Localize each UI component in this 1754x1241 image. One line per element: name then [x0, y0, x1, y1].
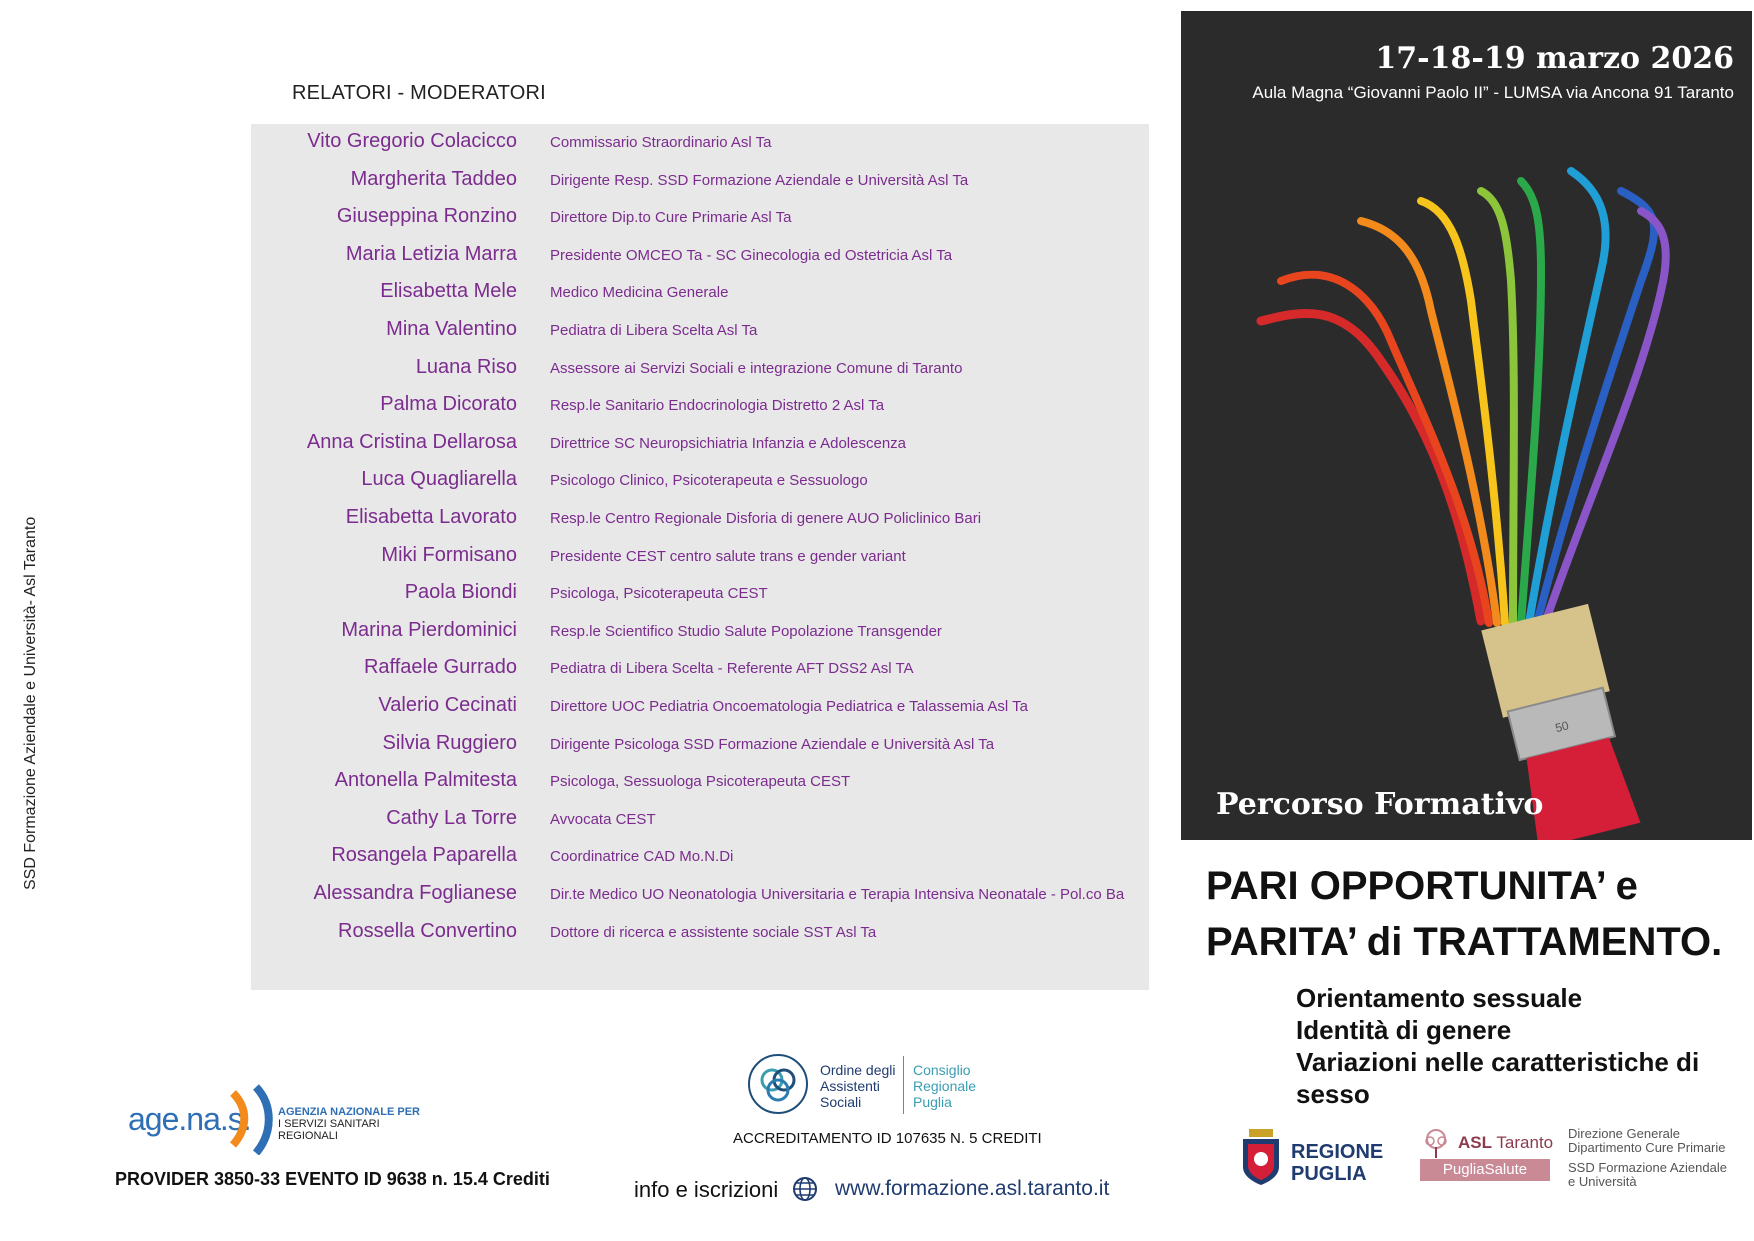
speaker-row	[251, 807, 1149, 841]
consiglio-line3: Puglia	[913, 1094, 952, 1110]
speaker-row	[251, 318, 1149, 352]
speaker-role: Direttore Dip.to Cure Primarie Asl Ta	[550, 209, 792, 227]
subtitle-3: Variazioni nelle caratteristiche di sesso	[1296, 1047, 1700, 1109]
globe-icon	[792, 1176, 818, 1202]
speaker-role: Presidente CEST centro salute trans e gender variant	[550, 547, 906, 565]
subtitle-2: Identità di genere	[1296, 1015, 1512, 1045]
speaker-name: Alessandra Foglianese	[313, 882, 517, 904]
speaker-name: Elisabetta Lavorato	[345, 506, 517, 528]
ordine-line2: Assistenti	[820, 1078, 880, 1094]
ordine-line1: Ordine degli	[820, 1062, 896, 1078]
event-venue: Aula Magna “Giovanni Paolo II” - LUMSA via Ancona 91 Taranto	[1252, 83, 1734, 102]
tree-icon	[1420, 1129, 1452, 1159]
speaker-role: Psicologa, Psicoterapeuta CEST	[550, 585, 768, 603]
agenas-logo	[128, 1083, 438, 1155]
speaker-row	[251, 694, 1149, 728]
poster-image	[1181, 11, 1752, 840]
speaker-row	[251, 656, 1149, 690]
speaker-role: Commissario Straordinario Asl Ta	[550, 134, 772, 151]
regione-crest-icon	[1241, 1127, 1281, 1187]
speaker-name: Antonella Palmitesta	[334, 769, 517, 792]
speaker-name: Paola Biondi	[404, 581, 517, 604]
speaker-name: Valerio Cecinati	[378, 694, 517, 716]
speaker-row	[251, 920, 1149, 954]
speaker-name: Miki Formisano	[381, 543, 517, 566]
puglia-salute-bar	[1420, 1159, 1550, 1181]
speaker-name: Mina Valentino	[386, 318, 517, 340]
poster-label: Percorso Formativo	[1216, 787, 1544, 822]
asl-title	[1458, 1133, 1553, 1153]
asl-direzione	[1568, 1127, 1726, 1155]
regione-puglia-logo	[1241, 1127, 1441, 1187]
speaker-role: Psicologa, Sessuologa Psicoterapeuta CEST	[550, 773, 851, 791]
speaker-role: Pediatra di Libera Scelta - Referente AFT DSS2 Asl TA	[550, 660, 914, 678]
speaker-row	[251, 468, 1149, 502]
speaker-role: Medico Medicina Generale	[550, 284, 729, 302]
speaker-name: Vito Gregorio Colacicco	[307, 130, 517, 152]
asl-name-bold: ASL	[1458, 1133, 1492, 1152]
speaker-role: Resp.le Centro Regionale Disforia di genere AUO Policlinico Bari	[550, 510, 982, 527]
speaker-role: Dirigente Resp. SSD Formazione Aziendale e Università Asl Ta	[550, 171, 969, 189]
speaker-row	[251, 844, 1149, 878]
speaker-row	[251, 732, 1149, 766]
subtitles	[1296, 982, 1754, 1110]
agenas-sub-line1: AGENZIA NAZIONALE PER	[278, 1106, 420, 1118]
speaker-row	[251, 130, 1149, 164]
speaker-role: Resp.le Sanitario Endocrinologia Distretto 2 Asl Ta	[550, 397, 885, 415]
ordine-emblem-icon	[748, 1054, 808, 1114]
asl-ssd-line2: e Università	[1568, 1174, 1637, 1189]
speaker-name: Cathy La Torre	[386, 806, 517, 829]
speaker-role: Avvocata CEST	[550, 810, 656, 828]
ordine-assistenti-logo	[748, 1054, 988, 1118]
speaker-name: Silvia Ruggiero	[382, 731, 517, 754]
speaker-row	[251, 619, 1149, 653]
speaker-role: Dir.te Medico UO Neonatologia Universitaria e Terapia Intensiva Neonatale - Pol.co Ba	[550, 886, 1125, 903]
speaker-name: Maria Letizia Marra	[345, 242, 517, 265]
speaker-name: Raffaele Gurrado	[363, 656, 517, 679]
main-title-line2: PARITA’ di TRATTAMENTO.	[1206, 920, 1723, 964]
speaker-name: Luca Quagliarella	[361, 468, 517, 491]
speaker-name: Rosangela Paparella	[331, 844, 517, 867]
brush-print-text: 50	[1553, 718, 1571, 736]
speaker-role: Direttore UOC Pediatria Oncoematologia Pediatrica e Talassemia Asl Ta	[550, 698, 1029, 715]
speaker-row	[251, 882, 1149, 916]
speaker-role: Presidente OMCEO Ta - SC Ginecologia ed Ostetricia Asl Ta	[550, 246, 953, 264]
speaker-row	[251, 280, 1149, 314]
agenas-subtitle	[278, 1106, 438, 1142]
side-vertical-text: SSD Formazione Aziendale e Università- Asl Taranto	[22, 516, 39, 890]
speaker-role: Dirigente Psicologa SSD Formazione Aziendale e Università Asl Ta	[550, 735, 995, 753]
ordine-line3: Sociali	[820, 1094, 862, 1110]
asl-dir-line2: Dipartimento Cure Primarie	[1568, 1140, 1726, 1155]
speaker-name: Anna Cristina Dellarosa	[306, 430, 517, 453]
speakers-heading: RELATORI - MODERATORI	[292, 82, 546, 104]
speaker-role: Pediatra di Libera Scelta Asl Ta	[550, 322, 758, 339]
speaker-row	[251, 243, 1149, 277]
asl-taranto-logo	[1420, 1126, 1740, 1189]
asl-ssd	[1568, 1161, 1727, 1189]
agenas-logo-text: age.na.s.	[128, 1101, 251, 1137]
speaker-name: Palma Dicorato	[380, 393, 517, 416]
speaker-row	[251, 581, 1149, 615]
event-date: 17-18-19 marzo 2026	[1375, 41, 1734, 76]
agenas-mark-icon	[228, 1083, 278, 1155]
speakers-list	[251, 124, 1149, 990]
regione-line1: REGIONE	[1291, 1141, 1384, 1163]
speaker-role: Coordinatrice CAD Mo.N.Di	[550, 848, 734, 866]
agenas-sub-line2: I SERVIZI SANITARI REGIONALI	[278, 1118, 380, 1142]
puglia-salute-text: PugliaSalute	[1442, 1161, 1528, 1178]
subtitle-1: Orientamento sessuale	[1296, 983, 1583, 1013]
speaker-name: Margherita Taddeo	[350, 167, 517, 190]
ordine-text	[820, 1062, 896, 1110]
speaker-role: Dottore di ricerca e assistente sociale SST Asl Ta	[550, 923, 877, 941]
side-vertical-text-container	[22, 500, 42, 900]
speaker-role: Assessore ai Servizi Sociali e integrazione Comune di Taranto	[550, 359, 963, 377]
speaker-role: Resp.le Scientifico Studio Salute Popolazione Transgender	[550, 622, 942, 640]
consiglio-line1: Consiglio	[913, 1062, 971, 1078]
speaker-row	[251, 356, 1149, 390]
ordine-divider	[903, 1056, 904, 1114]
speaker-name: Giuseppina Ronzino	[336, 205, 517, 228]
regione-line2: PUGLIA	[1291, 1163, 1367, 1185]
speaker-row	[251, 205, 1149, 239]
speaker-row	[251, 431, 1149, 465]
speaker-row	[251, 769, 1149, 803]
speaker-name: Luana Riso	[415, 355, 517, 378]
accreditation-info: ACCREDITAMENTO ID 107635 N. 5 CREDITI	[733, 1130, 1042, 1147]
provider-info: PROVIDER 3850-33 EVENTO ID 9638 n. 15.4 Crediti	[115, 1169, 550, 1189]
speaker-row	[251, 393, 1149, 427]
speaker-name: Elisabetta Mele	[380, 280, 517, 303]
speaker-name: Marina Pierdominici	[341, 618, 517, 641]
consiglio-text	[913, 1062, 976, 1110]
paintbrush-illustration	[1181, 11, 1752, 840]
speaker-name: Rossella Convertino	[338, 919, 517, 942]
speaker-role: Direttrice SC Neuropsichiatria Infanzia e Adolescenza	[550, 434, 907, 452]
info-label: info e iscrizioni	[634, 1177, 779, 1202]
consiglio-line2: Regionale	[913, 1078, 977, 1094]
main-title-line1: PARI OPPORTUNITA’ e	[1206, 864, 1638, 908]
regione-text	[1291, 1141, 1383, 1185]
website-link[interactable]: www.formazione.asl.taranto.it	[835, 1177, 1110, 1200]
speaker-row	[251, 506, 1149, 540]
speaker-row	[251, 544, 1149, 578]
speaker-role: Psicologo Clinico, Psicoterapeuta e Sessuologo	[550, 472, 868, 490]
asl-ssd-line1: SSD Formazione Aziendale	[1568, 1160, 1727, 1175]
asl-name-rest: Taranto	[1492, 1133, 1554, 1152]
speaker-row	[251, 168, 1149, 202]
asl-dir-line1: Direzione Generale	[1568, 1126, 1681, 1141]
main-title	[1206, 858, 1722, 970]
